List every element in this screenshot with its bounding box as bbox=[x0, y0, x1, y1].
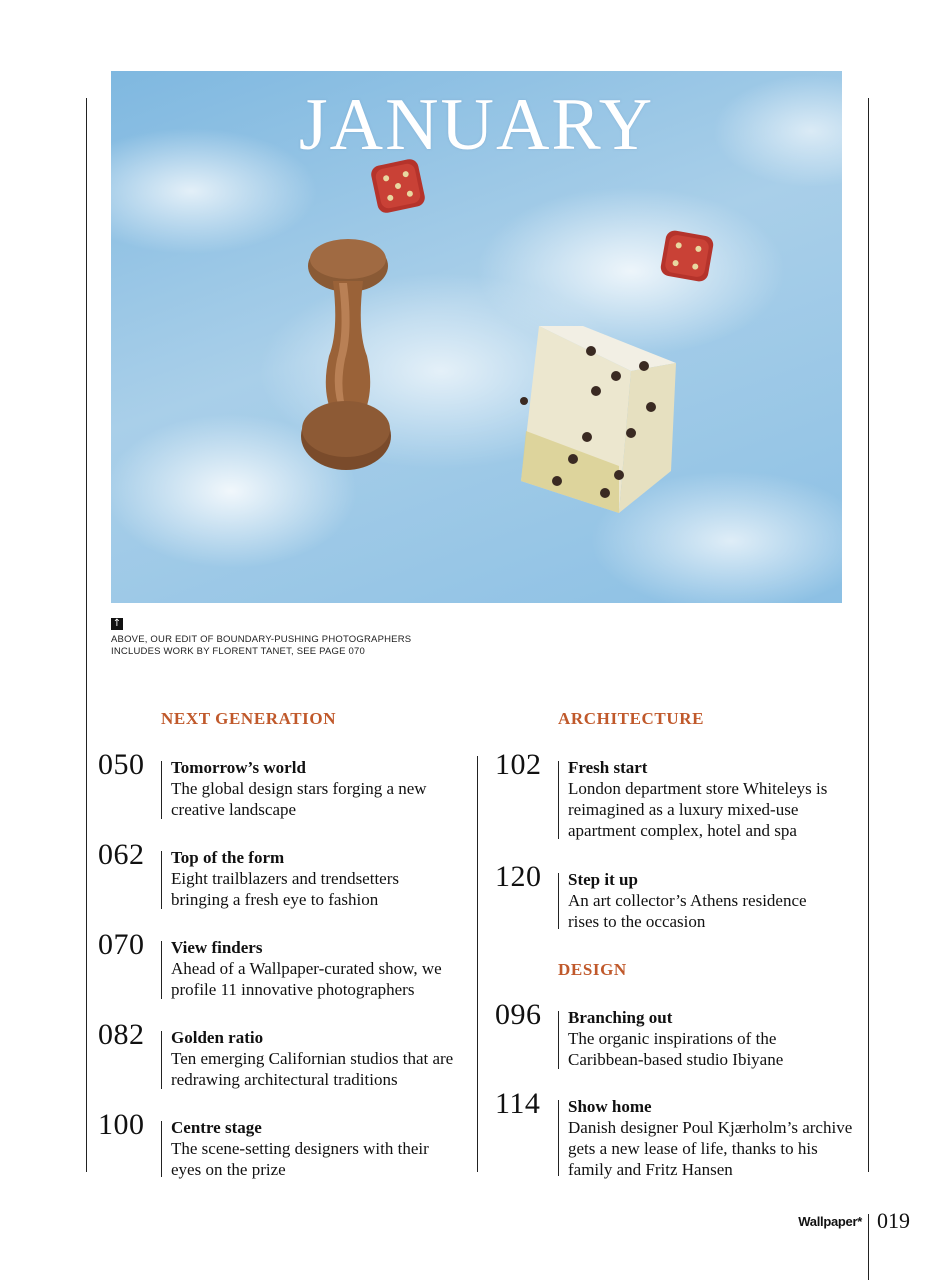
entry-title: Fresh start bbox=[568, 758, 648, 777]
wooden-pawn bbox=[301, 239, 391, 470]
hero-caption: ABOVE, OUR EDIT OF BOUNDARY-PUSHING PHOTOGRAPHERS INCLUDES WORK BY FLORENT TANET, SEE PAGE 070 bbox=[111, 634, 412, 657]
entry-page-number: 100 bbox=[98, 1108, 145, 1141]
entry-rule bbox=[161, 761, 162, 819]
center-rule bbox=[477, 756, 478, 1172]
entry-description: Ten emerging Californian studios that are redrawing architectural traditions bbox=[171, 1049, 454, 1089]
entry-title: Tomorrow’s world bbox=[171, 758, 306, 777]
entry-rule bbox=[558, 873, 559, 929]
entry-description: The scene-setting designers with their eyes on the prize bbox=[171, 1139, 429, 1179]
red-die-small-left bbox=[370, 158, 427, 215]
entry-title: View finders bbox=[171, 938, 263, 957]
section-design: DESIGN bbox=[558, 960, 627, 979]
left-rule bbox=[86, 98, 87, 1172]
hero-image bbox=[111, 71, 842, 603]
brand-logo: Wallpaper* bbox=[798, 1214, 862, 1229]
page-number: 019 bbox=[877, 1208, 910, 1233]
section-next-generation: NEXT GENERATION bbox=[161, 709, 337, 728]
entry-page-number: 070 bbox=[98, 928, 145, 961]
entry-description: An art collector’s Athens residence rises to the occasion bbox=[568, 891, 807, 931]
arrow-up-icon: ↑ bbox=[112, 618, 122, 629]
entry-title: Top of the form bbox=[171, 848, 285, 867]
entry-page-number: 082 bbox=[98, 1018, 145, 1051]
entry-description: London department store Whiteleys is reimagined as a luxury mixed-use apartment complex, hotel and spa bbox=[568, 779, 828, 840]
section-architecture: ARCHITECTURE bbox=[558, 709, 705, 728]
entry-title: Centre stage bbox=[171, 1118, 262, 1137]
entry-rule bbox=[558, 761, 559, 839]
entry-rule bbox=[161, 941, 162, 999]
footer-rule bbox=[868, 1214, 869, 1280]
entry-page-number: 050 bbox=[98, 748, 145, 781]
entry-rule bbox=[558, 1011, 559, 1069]
entry-description: Danish designer Poul Kjærholm’s archive gets a new lease of life, thanks to his family and Fritz Hansen bbox=[568, 1118, 853, 1179]
entry-rule bbox=[161, 1031, 162, 1089]
hero-title: JANUARY bbox=[298, 84, 655, 166]
red-die-small-right bbox=[659, 229, 714, 283]
entry-rule bbox=[161, 851, 162, 909]
entry-page-number: 062 bbox=[98, 838, 145, 871]
entry-page-number: 120 bbox=[495, 860, 542, 893]
entry-description: The organic inspirations of the Caribbean-based studio Ibiyane bbox=[568, 1029, 784, 1069]
entry-page-number: 096 bbox=[495, 998, 542, 1031]
entry-description: Ahead of a Wallpaper-curated show, we profile 11 innovative photographers bbox=[171, 959, 442, 999]
entry-page-number: 102 bbox=[495, 748, 542, 781]
entry-rule bbox=[161, 1121, 162, 1177]
entry-title: Step it up bbox=[568, 870, 638, 889]
entry-title: Golden ratio bbox=[171, 1028, 264, 1047]
entry-title: Show home bbox=[568, 1097, 652, 1116]
right-rule bbox=[868, 98, 869, 1172]
entry-description: The global design stars forging a new creative landscape bbox=[171, 779, 427, 819]
entry-description: Eight trailblazers and trendsetters bringing a fresh eye to fashion bbox=[171, 869, 399, 909]
entry-rule bbox=[558, 1100, 559, 1176]
entry-page-number: 114 bbox=[495, 1087, 541, 1120]
entry-title: Branching out bbox=[568, 1008, 673, 1027]
white-die-large bbox=[520, 326, 676, 513]
